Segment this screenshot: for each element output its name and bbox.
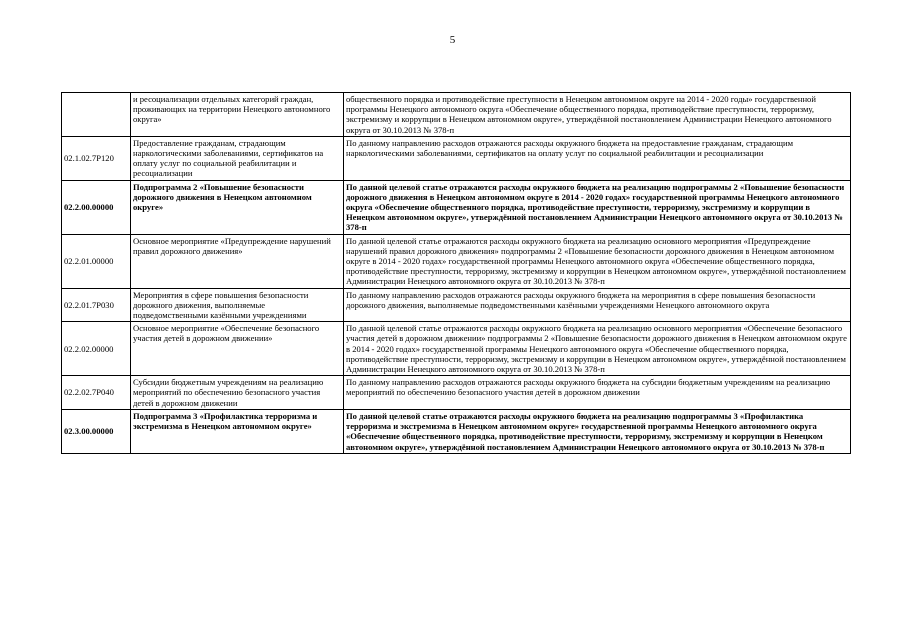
name-cell: Подпрограмма 2 «Повышение безопасности дорожного движения в Ненецком автономном округе» [131, 180, 344, 234]
name-cell: Основное мероприятие «Обеспечение безопасного участия детей в дорожном движении» [131, 322, 344, 376]
description-cell: По данному направлению расходов отражаются расходы окружного бюджета на предоставление гражданам, страдающим наркологическими заболеваниями, сертификатов на оплату услуг по социальной реабилитации и ресоциализации [344, 136, 851, 180]
table-row [62, 136, 851, 180]
page-number: 5 [449, 34, 456, 46]
table-row [62, 180, 851, 234]
code-cell: 02.1.02.7Р120 [62, 136, 131, 180]
name-cell: Мероприятия в сфере повышения безопасности дорожного движения, выполняемые подведомственными казёнными учреждениями [131, 288, 344, 322]
description-cell: По данной целевой статье отражаются расходы окружного бюджета на реализацию основного мероприятия «Предупреждение нарушений правил дорожного движения» подпрограммы 2 «Повышение безопасности дорожного движения в Ненецком автономном округе в 2014 - 2020 годах» государственной программы Ненецкого автономного округа «Обеспечение общественного порядка, противодействие преступности, терроризму, экстремизму и коррупции в Ненецком автономном округе», утверждённой постановлением Администрации Ненецкого автономного округа от 30.10.2013 № 378-п [344, 234, 851, 288]
name-cell: Предоставление гражданам, страдающим наркологическими заболеваниями, сертификатов на оплату услуг по социальной реабилитации и ресоциализации [131, 136, 344, 180]
code-cell: 02.2.00.00000 [62, 180, 131, 234]
code-cell [62, 93, 131, 137]
description-cell: По данной целевой статье отражаются расходы окружного бюджета на реализацию подпрограммы 3 «Профилактика терроризма и экстремизма в Ненецком автономном округе» государственной программы Ненецкого автономного округа «Обеспечение общественного порядка, противодействие преступности, терроризму, экстремизму и коррупции в Ненецком автономном округе», утверждённой постановлением Администрации Ненецкого автономного округа от 30.10.2013 № 378-п [344, 409, 851, 453]
code-cell: 02.3.00.00000 [62, 409, 131, 453]
table-row [62, 376, 851, 410]
description-cell: По данному направлению расходов отражаются расходы окружного бюджета на мероприятия в сфере повышения безопасности дорожного движения, выполняемые подведомственными казёнными учреждениями Ненецкого автономного округа [344, 288, 851, 322]
code-cell: 02.2.02.00000 [62, 322, 131, 376]
description-cell: По данному направлению расходов отражаются расходы окружного бюджета на субсидии бюджетным учреждениям на реализацию мероприятий по обеспечению безопасного участия детей в дорожном движении [344, 376, 851, 410]
description-cell: По данной целевой статье отражаются расходы окружного бюджета на реализацию основного мероприятия «Обеспечение безопасного участия детей в дорожном движении» подпрограммы 2 «Повышение безопасности дорожного движения в Ненецком автономном округе в 2014 - 2020 годах» государственной программы Ненецкого автономного округа «Обеспечение общественного порядка, противодействие преступности, терроризму, экстремизму и коррупции в Ненецком автономном округе», утверждённой постановлением Администрации Ненецкого автономного округа от 30.10.2013 № 378-п [344, 322, 851, 376]
code-cell: 02.2.02.7Р040 [62, 376, 131, 410]
description-cell: По данной целевой статье отражаются расходы окружного бюджета на реализацию подпрограммы 2 «Повышение безопасности дорожного движения в Ненецком автономном округе в 2014 - 2020 годах» государственной программы Ненецкого автономного округа «Обеспечение общественного порядка, противодействие преступности, терроризму, экстремизму и коррупции в Ненецком автономном округе», утверждённой постановлением Администрации Ненецкого автономного округа от 30.10.2013 № 378-п [344, 180, 851, 234]
description-cell: общественного порядка и противодействие преступности в Ненецком автономном округе на 2014 - 2020 годы» государственной программы Ненецкого автономного округа «Обеспечение общественного порядка, противодействие преступности, терроризму, экстремизму и коррупции в Ненецком автономном округе», утверждённой постановлением Администрации Ненецкого автономного округа от 30.10.2013 № 378-п [344, 93, 851, 137]
name-cell: Подпрограмма 3 «Профилактика терроризма и экстремизма в Ненецком автономном округе» [131, 409, 344, 453]
table-body [62, 93, 851, 454]
table-row [62, 322, 851, 376]
table-row [62, 234, 851, 288]
table-row [62, 288, 851, 322]
name-cell: Субсидии бюджетным учреждениям на реализацию мероприятий по обеспечению безопасного участия детей в дорожном движении [131, 376, 344, 410]
budget-classification-table [61, 92, 851, 454]
name-cell: Основное мероприятие «Предупреждение нарушений правил дорожного движения» [131, 234, 344, 288]
name-cell: и ресоциализации отдельных категорий граждан, проживающих на территории Ненецкого автономного округа» [131, 93, 344, 137]
table-row [62, 409, 851, 453]
code-cell: 02.2.01.00000 [62, 234, 131, 288]
table-row [62, 93, 851, 137]
code-cell: 02.2.01.7Р030 [62, 288, 131, 322]
